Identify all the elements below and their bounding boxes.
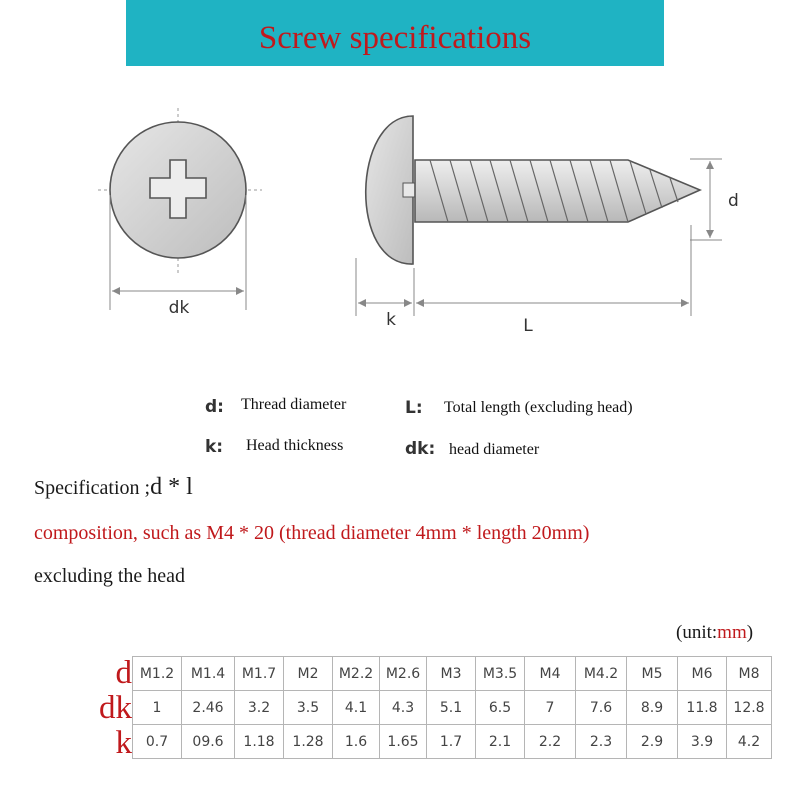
L-dimension-label: L xyxy=(523,316,533,336)
excluding-text: excluding the head xyxy=(34,565,186,587)
table-cell: M1.7 xyxy=(235,657,284,691)
table-cell: M4.2 xyxy=(576,657,627,691)
specification-prefix: Specification ; xyxy=(34,477,151,499)
table-cell: 1.28 xyxy=(284,725,333,759)
table-cell: 1.65 xyxy=(380,725,427,759)
table-cell: M2.2 xyxy=(333,657,380,691)
table-cell: 5.1 xyxy=(427,691,476,725)
table-cell: 6.5 xyxy=(476,691,525,725)
k-dimension-label: k xyxy=(386,310,396,330)
row-label-dk: dk xyxy=(99,690,132,726)
unit-open: (unit: xyxy=(676,622,718,643)
table-cell: 7 xyxy=(525,691,576,725)
legend-key-d: d: xyxy=(205,397,224,417)
table-row-dk xyxy=(133,691,772,725)
legend-desc-k: Head thickness xyxy=(246,437,344,454)
table-cell: 12.8 xyxy=(727,691,772,725)
table-cell: 0.7 xyxy=(133,725,182,759)
table-cell: 1 xyxy=(133,691,182,725)
unit-note xyxy=(676,622,753,644)
table-cell: M5 xyxy=(627,657,678,691)
table-row-d xyxy=(133,657,772,691)
table-cell: 1.6 xyxy=(333,725,380,759)
specification-formula: d * l xyxy=(150,474,193,500)
composition-text: composition, such as M4 * 20 (thread diameter 4mm * length 20mm) xyxy=(34,522,590,544)
table-cell: 09.6 xyxy=(182,725,235,759)
legend-key-L: L: xyxy=(405,398,423,418)
table-cell: 4.1 xyxy=(333,691,380,725)
table-cell: 2.1 xyxy=(476,725,525,759)
table-cell: 3.2 xyxy=(235,691,284,725)
table-cell: 8.9 xyxy=(627,691,678,725)
unit-close: ) xyxy=(746,622,754,643)
table-cell: 3.9 xyxy=(678,725,727,759)
page-title: Screw specifications xyxy=(258,20,532,56)
specification-line xyxy=(34,474,193,501)
spec-table xyxy=(132,656,772,759)
table-cell: M2 xyxy=(284,657,333,691)
unit-mm: mm xyxy=(717,622,747,643)
table-cell: 11.8 xyxy=(678,691,727,725)
table-cell: M1.4 xyxy=(182,657,235,691)
row-label-k: k xyxy=(115,725,132,761)
table-cell: 1.18 xyxy=(235,725,284,759)
legend-desc-dk: head diameter xyxy=(449,441,540,458)
table-cell: M8 xyxy=(727,657,772,691)
table-cell: M6 xyxy=(678,657,727,691)
table-cell: M1.2 xyxy=(133,657,182,691)
table-cell: M2.6 xyxy=(380,657,427,691)
row-label-d: d xyxy=(115,655,132,691)
screw-side-view xyxy=(356,116,739,336)
table-cell: M3.5 xyxy=(476,657,525,691)
table-cell: 2.3 xyxy=(576,725,627,759)
table-cell: 4.2 xyxy=(727,725,772,759)
legend-desc-L: Total length (excluding head) xyxy=(444,399,633,416)
table-row-k xyxy=(133,725,772,759)
title-banner xyxy=(126,0,664,66)
table-cell: 2.9 xyxy=(627,725,678,759)
table-cell: M4 xyxy=(525,657,576,691)
screw-diagram xyxy=(0,70,800,360)
table-cell: 2.2 xyxy=(525,725,576,759)
table-cell: 3.5 xyxy=(284,691,333,725)
d-dimension-label: d xyxy=(728,191,739,211)
table-cell: 1.7 xyxy=(427,725,476,759)
table-cell: M3 xyxy=(427,657,476,691)
table-cell: 7.6 xyxy=(576,691,627,725)
legend-desc-d: Thread diameter xyxy=(241,396,347,413)
table-cell: 4.3 xyxy=(380,691,427,725)
dk-dimension-label: dk xyxy=(168,298,190,318)
screw-head-top-view xyxy=(98,108,262,318)
legend-key-dk: dk: xyxy=(405,439,436,459)
table-cell: 2.46 xyxy=(182,691,235,725)
legend-key-k: k: xyxy=(205,437,224,457)
